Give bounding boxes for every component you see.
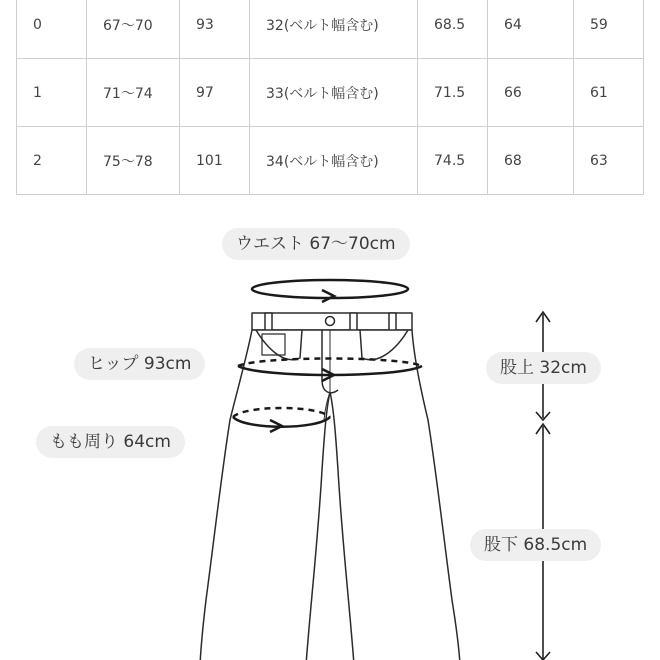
waist-cell: 75〜78 (87, 127, 180, 195)
thigh-cell: 64 (488, 0, 574, 59)
waist-cell: 67〜70 (87, 0, 180, 59)
thigh-cell: 68 (488, 127, 574, 195)
rise-cell: 33(ベルト幅含む) (250, 59, 418, 127)
col7-cell: 61 (574, 59, 644, 127)
rise-label: 股上 32cm (486, 352, 601, 384)
waist-cell: 71〜74 (87, 59, 180, 127)
hip-cell: 97 (180, 59, 250, 127)
size-cell: 0 (17, 0, 87, 59)
hip-cell: 93 (180, 0, 250, 59)
inseam-cell: 74.5 (418, 127, 488, 195)
waist-measure-line (252, 280, 408, 302)
hip-label: ヒップ 93cm (74, 348, 205, 380)
waist-label: ウエスト 67〜70cm (222, 228, 410, 260)
col7-cell: 63 (574, 127, 644, 195)
rise-cell: 32(ベルト幅含む) (250, 0, 418, 59)
rise-cell: 34(ベルト幅含む) (250, 127, 418, 195)
inseam-label: 股下 68.5cm (470, 529, 601, 561)
inseam-cell: 71.5 (418, 59, 488, 127)
thigh-cell: 66 (488, 59, 574, 127)
size-cell: 2 (17, 127, 87, 195)
col7-cell: 59 (574, 0, 644, 59)
hip-cell: 101 (180, 127, 250, 195)
inseam-cell: 68.5 (418, 0, 488, 59)
size-cell: 1 (17, 59, 87, 127)
thigh-label: もも周り 64cm (36, 426, 185, 458)
